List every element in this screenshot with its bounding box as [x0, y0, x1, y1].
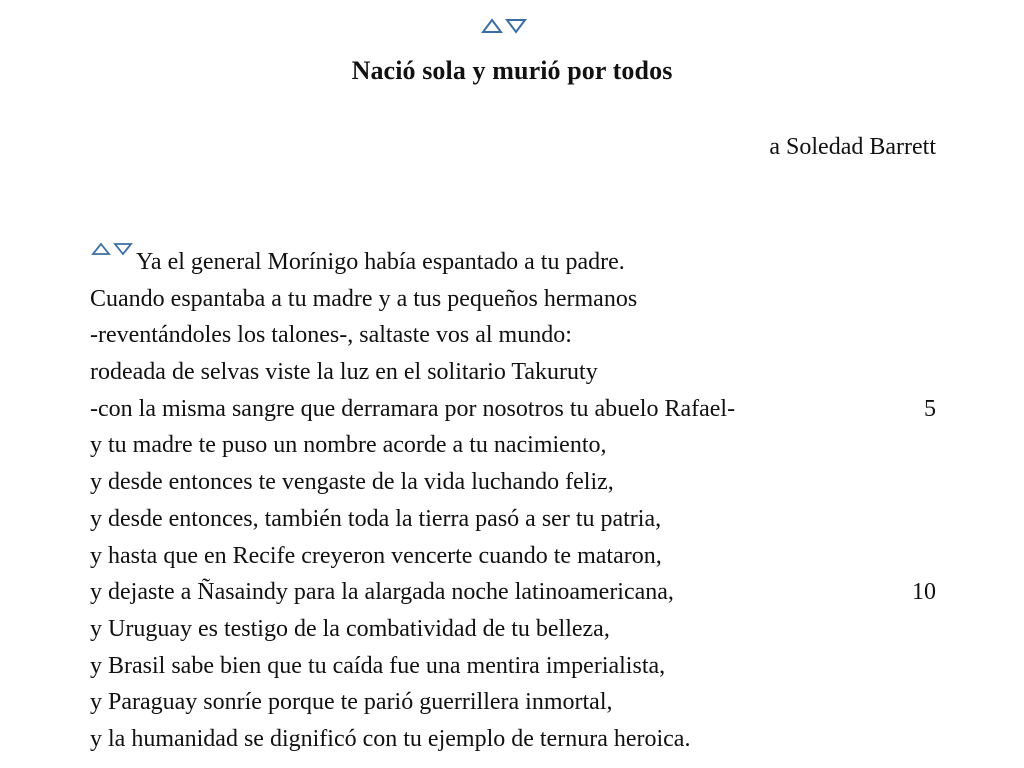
poem-line: [90, 721, 940, 758]
line-text: y tu madre te puso un nombre acorde a tu nacimiento,: [90, 432, 607, 459]
poem-line: [90, 391, 940, 428]
line-text: y desde entonces, también toda la tierra pasó a ser tu patria,: [90, 505, 662, 532]
line-text: -con la misma sangre que derramara por nosotros tu abuelo Rafael-: [90, 395, 736, 422]
line-text: y Brasil sabe bien que tu caída fue una mentira imperialista,: [90, 652, 666, 679]
line-text: Ya el general Morínigo había espantado a tu padre.: [136, 249, 625, 275]
poem-line: [90, 354, 940, 391]
line-text: rodeada de selvas viste la luz en el solitario Takuruty: [90, 359, 598, 386]
line-text: y dejaste a Ñasaindy para la alargada noche latinoamericana,: [90, 579, 674, 606]
line-text: Cuando espantaba a tu madre y a tus pequeños hermanos: [90, 285, 638, 312]
line-text: y hasta que en Recife creyeron vencerte cuando te mataron,: [90, 542, 662, 569]
poem-line: [90, 427, 940, 464]
poem-line: [90, 464, 940, 501]
poem-line: [90, 317, 940, 354]
line-text: y desde entonces te vengaste de la vida luchando feliz,: [90, 469, 614, 496]
poem-line: [90, 648, 940, 685]
poem-dedication: a Soledad Barrett: [769, 134, 936, 160]
poem-line: [90, 538, 940, 575]
poem-body: [90, 244, 940, 758]
poem-line: [90, 611, 940, 648]
poem-line: [90, 244, 940, 281]
poem-line: [90, 574, 940, 611]
poem-line: [90, 501, 940, 538]
poem-title: Nació sola y murió por todos: [351, 56, 673, 85]
line-text: y Uruguay es testigo de la combatividad de tu belleza,: [90, 615, 610, 642]
title-nav-arrows: [481, 18, 527, 34]
line-number: 10: [912, 579, 936, 606]
triangle-down-outline-icon[interactable]: [505, 18, 527, 34]
poem-line: [90, 281, 940, 318]
triangle-up-outline-icon[interactable]: [481, 18, 503, 34]
line-text: y la humanidad se dignificó con tu ejemplo de ternura heroica.: [90, 725, 691, 752]
line-number: 5: [924, 395, 936, 422]
line-text: y Paraguay sonríe porque te parió guerrillera inmortal,: [90, 689, 613, 716]
line-text: -reventándoles los talones-, saltaste vos al mundo:: [90, 322, 572, 349]
poem-line: [90, 684, 940, 721]
